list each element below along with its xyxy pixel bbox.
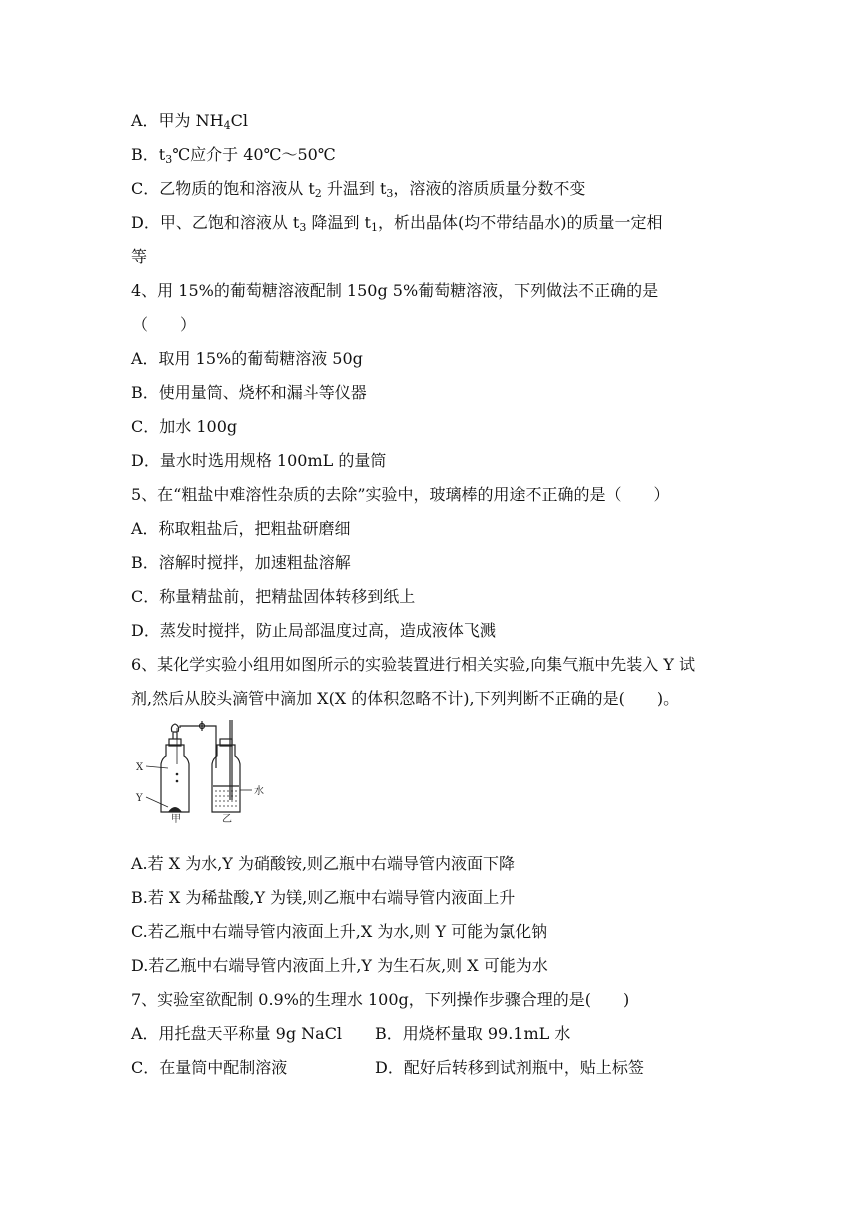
label-jia: 甲 [171, 814, 181, 823]
q6-option-d: D.若乙瓶中右端导管内液面上升,Y 为生石灰,则 X 可能为水 [131, 956, 548, 975]
q4-option-d: D．量水时选用规格 100mL 的量筒 [131, 451, 387, 470]
q5-option-b: B．溶解时搅拌，加速粗盐溶解 [131, 553, 351, 572]
apparatus-diagram [132, 718, 272, 823]
q5-stem: 5、在“粗盐中难溶性杂质的去除”实验中，玻璃棒的用途不正确的是（ ） [131, 485, 670, 504]
solid-y [168, 807, 182, 812]
q3-option-c: C．乙物质的饱和溶液从 t2 升温到 t3，溶液的溶质质量分数不变 [131, 179, 586, 200]
q5-option-d: D．蒸发时搅拌，防止局部温度过高，造成液体飞溅 [131, 621, 496, 640]
q3-option-d: D．甲、乙饱和溶液从 t3 降温到 t1，析出晶体(均不带结晶水)的质量一定相 [131, 213, 663, 234]
q7-option-a: A．用托盘天平称量 9g NaCl [131, 1024, 343, 1043]
label-yi: 乙 [222, 814, 232, 823]
q6-stem-line2: 剂,然后从胶头滴管中滴加 X(X 的体积忽略不计),下列判断不正确的是( )。 [131, 689, 680, 708]
q6-option-c: C.若乙瓶中右端导管内液面上升,X 为水,则 Y 可能为氯化钠 [131, 922, 548, 941]
q4-answer-bracket: （ ） [132, 315, 197, 334]
bottle-jia [161, 745, 189, 812]
q6-option-b: B.若 X 为稀盐酸,Y 为镁,则乙瓶中右端导管内液面上升 [131, 888, 516, 907]
q3-option-a: A．甲为 NH4Cl [131, 111, 248, 132]
label-x: X [136, 762, 144, 773]
q6-stem-line1: 6、某化学实验小组用如图所示的实验装置进行相关实验,向集气瓶中先装入 Y 试 [131, 655, 696, 674]
q7-option-d: D．配好后转移到试剂瓶中，贴上标签 [375, 1058, 644, 1077]
q7-stem: 7、实验室欲配制 0.9%的生理水 100g，下列操作步骤合理的是( ) [131, 990, 630, 1009]
q6-option-a: A.若 X 为水,Y 为硝酸铵,则乙瓶中右端导管内液面下降 [131, 854, 516, 873]
q3-option-d-continued: 等 [131, 247, 148, 266]
q4-option-a: A．取用 15%的葡萄糖溶液 50g [131, 349, 363, 368]
q5-option-a: A．称取粗盐后，把粗盐研磨细 [131, 519, 351, 538]
q4-stem: 4、用 15%的葡萄糖溶液配制 150g 5%葡萄糖溶液，下列做法不正确的是 [131, 281, 659, 300]
label-water: 水 [254, 786, 264, 797]
q4-option-b: B．使用量筒、烧杯和漏斗等仪器 [131, 383, 367, 402]
q4-option-c: C．加水 100g [131, 417, 238, 436]
q3-option-b: B．t3℃应介于 40℃～50℃ [131, 145, 336, 166]
q7-option-b: B．用烧杯量取 99.1mL 水 [375, 1024, 571, 1043]
q7-option-c: C．在量筒中配制溶液 [131, 1058, 288, 1077]
label-y: Y [136, 793, 143, 804]
q5-option-c: C．称量精盐前，把精盐固体转移到纸上 [131, 587, 416, 606]
